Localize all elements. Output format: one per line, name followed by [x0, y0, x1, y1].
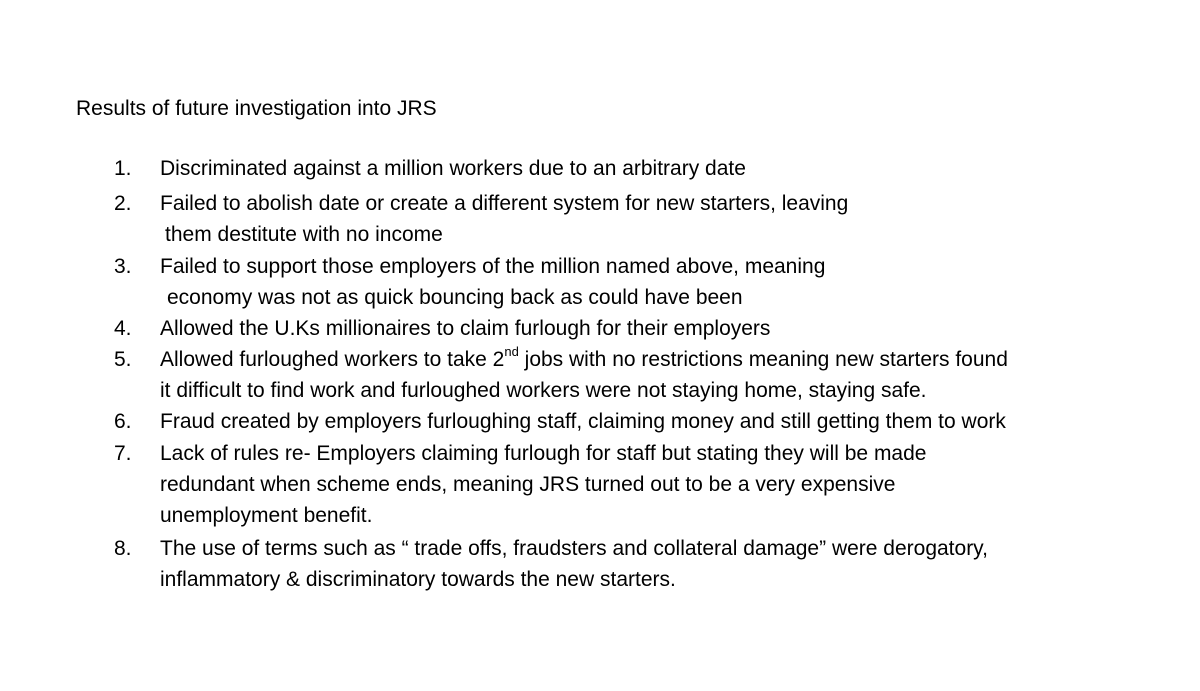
list-item-number: 6.: [114, 410, 132, 433]
list-item-number: 3.: [114, 255, 132, 278]
page-title: Results of future investigation into JRS: [76, 97, 437, 120]
list-item-text: Lack of rules re- Employers claiming furlough for staff but stating they will be made: [160, 442, 927, 465]
list-item-text: Fraud created by employers furloughing staff, claiming money and still getting them to work: [160, 410, 1006, 433]
list-item-text: economy was not as quick bouncing back as could have been: [167, 286, 743, 309]
list-item-text: them destitute with no income: [165, 223, 443, 246]
list-item-text: Discriminated against a million workers due to an arbitrary date: [160, 157, 746, 180]
list-item-text: unemployment benefit.: [160, 504, 373, 527]
list-item-text: [160, 345, 1008, 375]
list-item-text: Failed to abolish date or create a different system for new starters, leaving: [160, 192, 849, 215]
text-segment: Allowed furloughed workers to take 2: [160, 348, 505, 371]
list-item-text: Failed to support those employers of the million named above, meaning: [160, 255, 826, 278]
list-item-number: 8.: [114, 537, 132, 560]
ordinal-superscript: nd: [504, 344, 519, 359]
list-item-number: 7.: [114, 442, 132, 465]
list-item-number: 5.: [114, 348, 132, 371]
list-item-number: 1.: [114, 157, 132, 180]
list-item-number: 4.: [114, 317, 132, 340]
list-item-text: inflammatory & discriminatory towards the new starters.: [160, 568, 676, 591]
list-item-text: it difficult to find work and furloughed workers were not staying home, staying safe.: [160, 379, 927, 402]
list-item-text: redundant when scheme ends, meaning JRS turned out to be a very expensive: [160, 473, 896, 496]
text-segment: jobs with no restrictions meaning new starters found: [518, 348, 1008, 371]
list-item-text: Allowed the U.Ks millionaires to claim furlough for their employers: [160, 317, 771, 340]
list-item-text: The use of terms such as “ trade offs, fraudsters and collateral damage” were derogatory,: [160, 537, 988, 560]
list-item-number: 2.: [114, 192, 132, 215]
